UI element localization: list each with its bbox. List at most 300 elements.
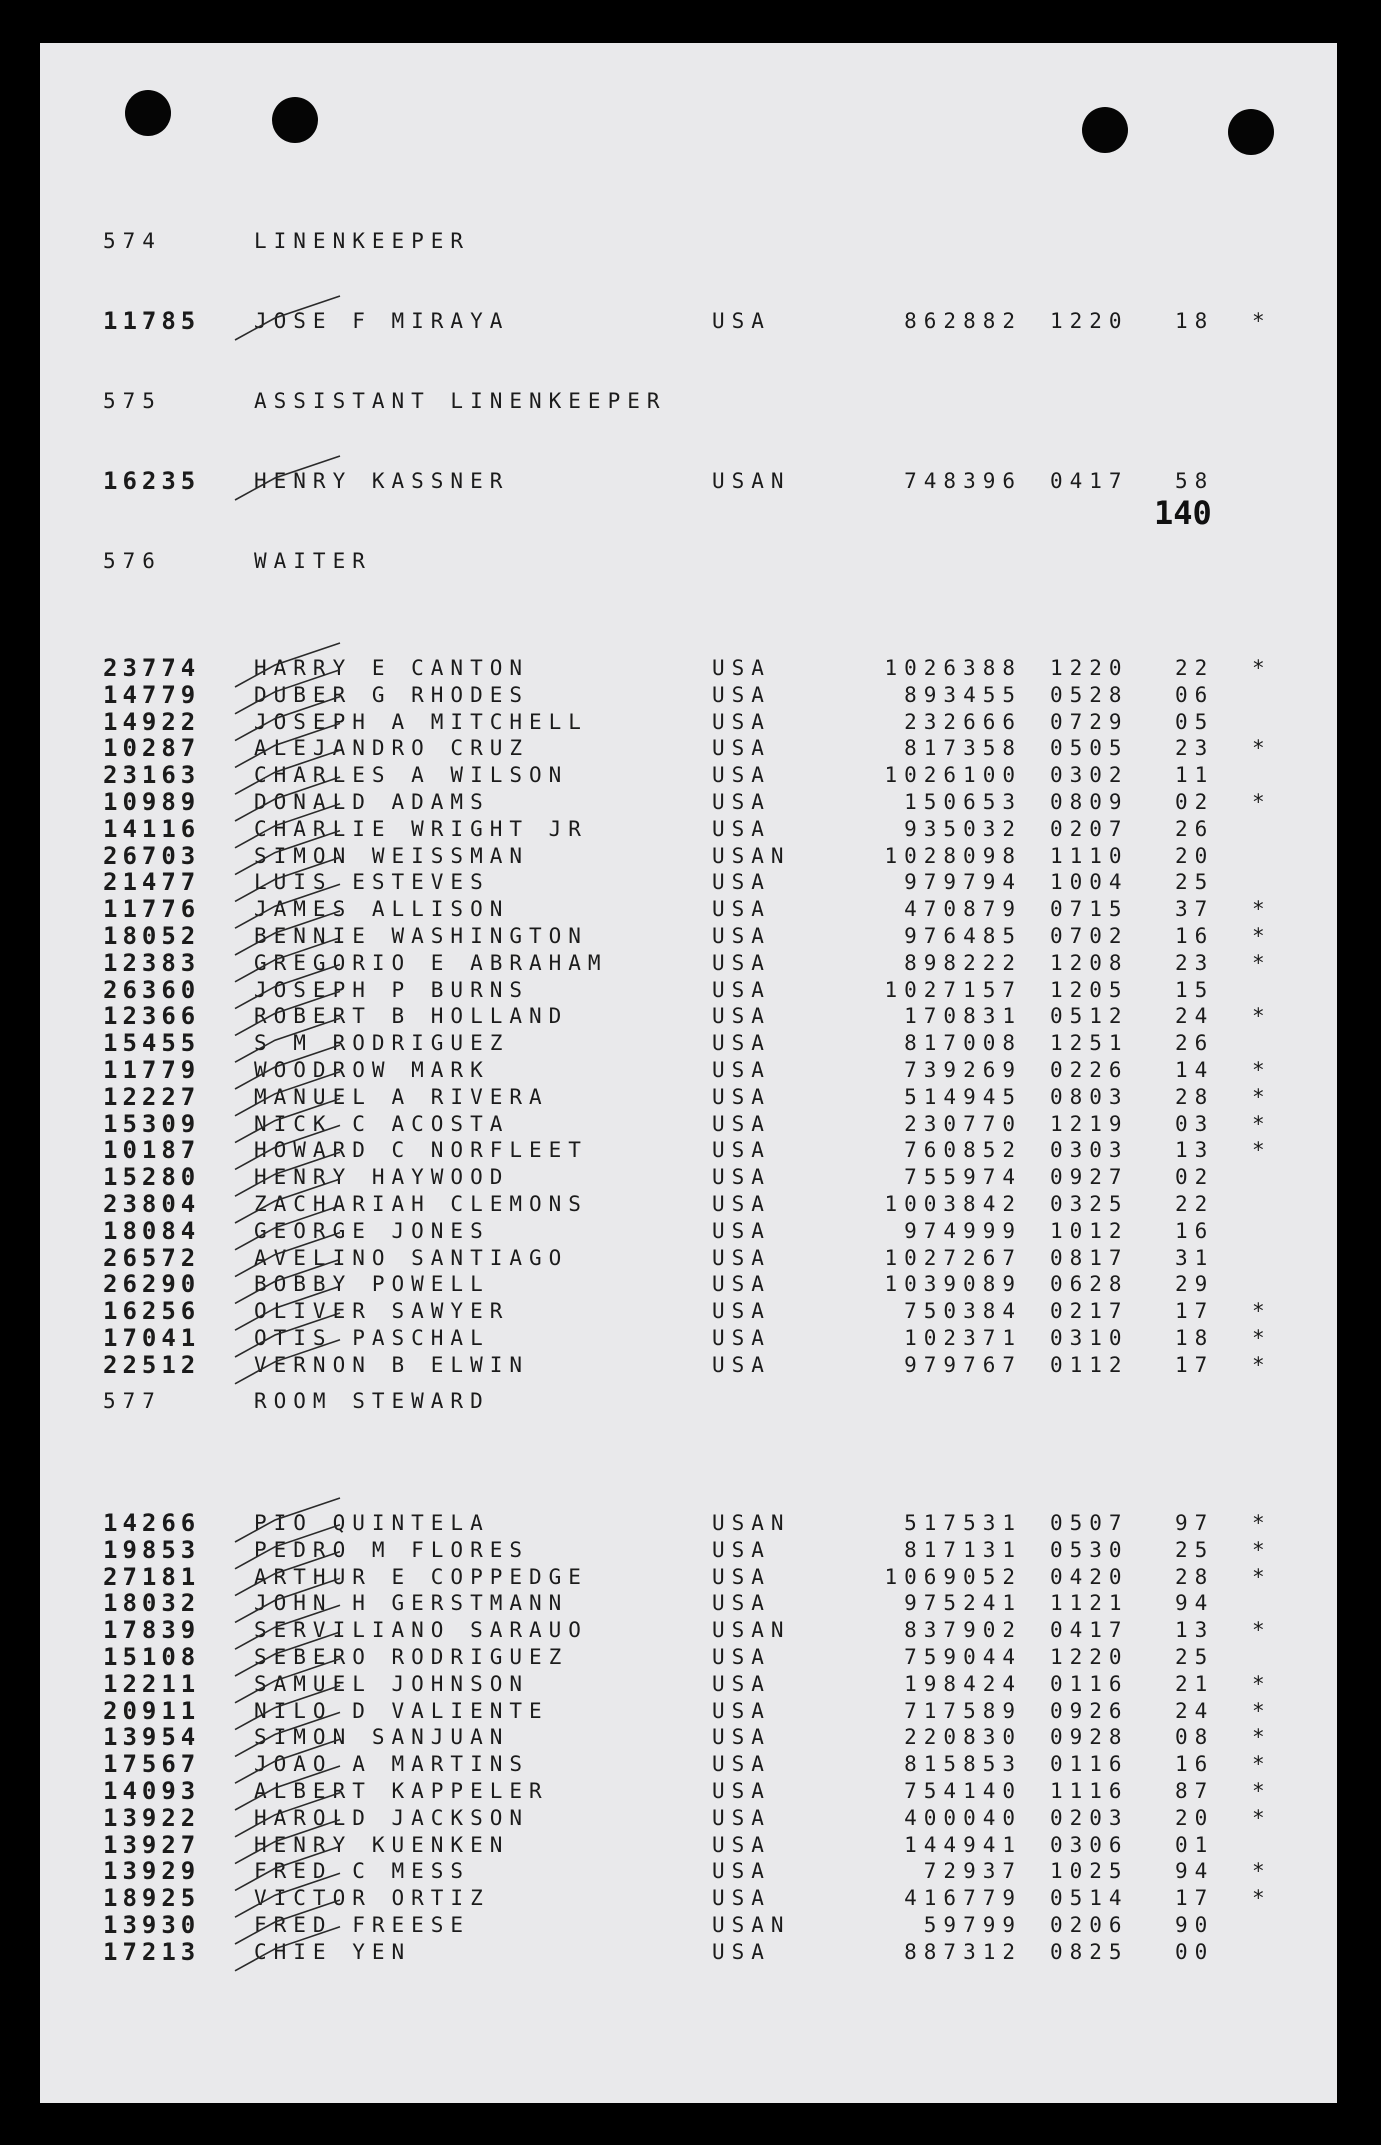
age-value: 05	[1175, 709, 1215, 734]
citizenship: USA	[712, 897, 771, 922]
crew-number: 13929	[103, 1857, 201, 1886]
citizenship: USA	[712, 1272, 771, 1297]
age-value: 08	[1175, 1725, 1215, 1750]
date-code: 0303	[1050, 1138, 1129, 1163]
document-number: 817008	[904, 1031, 1022, 1056]
crew-name: SIMON SANJUAN	[254, 1725, 510, 1750]
document-number: 748396	[904, 469, 1022, 493]
date-code: 0420	[1050, 1564, 1129, 1589]
crew-number: 11779	[103, 1056, 201, 1084]
section-title: WAITER	[254, 549, 372, 573]
check-mark-stroke	[235, 1072, 340, 1116]
check-mark-stroke	[235, 697, 340, 741]
date-code: 1205	[1050, 977, 1129, 1002]
crew-number: 12383	[103, 948, 201, 977]
citizenship: USA	[712, 736, 771, 761]
document-number: 1069052	[884, 1564, 1022, 1589]
age-value: 15	[1175, 977, 1215, 1002]
crew-name: BENNIE WASHINGTON	[254, 924, 588, 948]
age-value: 90	[1175, 1913, 1215, 1937]
date-code: 0206	[1050, 1913, 1129, 1937]
crew-name: JOSEPH P BURNS	[254, 977, 530, 1002]
citizenship: USA	[712, 1299, 771, 1324]
crew-name: WOODROW MARK	[254, 1058, 490, 1082]
check-marks	[40, 43, 1337, 2103]
asterisk-mark: *	[1252, 1805, 1265, 1830]
asterisk-mark: *	[1252, 1671, 1265, 1696]
section-code: 575	[103, 389, 162, 413]
document-number: 739269	[904, 1058, 1022, 1082]
crew-name: JOSEPH A MITCHELL	[254, 709, 588, 734]
date-code: 1220	[1050, 656, 1129, 680]
age-value: 14	[1175, 1058, 1215, 1082]
document-number: 1026100	[884, 763, 1022, 788]
citizenship: USA	[712, 1111, 771, 1136]
document-number: 935032	[904, 816, 1022, 841]
date-code: 1121	[1050, 1591, 1129, 1616]
age-value: 11	[1175, 763, 1215, 788]
document-number: 979794	[904, 870, 1022, 895]
age-value: 29	[1175, 1272, 1215, 1297]
check-mark-stroke	[235, 1739, 340, 1783]
age-value: 16	[1175, 924, 1215, 948]
age-value: 23	[1175, 950, 1215, 975]
section-title: ASSISTANT LINENKEEPER	[254, 389, 667, 413]
age-value: 24	[1175, 1004, 1215, 1029]
date-code: 1012	[1050, 1218, 1129, 1243]
age-value: 28	[1175, 1084, 1215, 1109]
crew-number: 16235	[103, 467, 201, 495]
crew-name: FRED C MESS	[254, 1859, 471, 1884]
age-value: 25	[1175, 1537, 1215, 1562]
crew-name: SIMON WEISSMAN	[254, 843, 530, 868]
check-mark-stroke	[235, 938, 340, 982]
asterisk-mark: *	[1252, 736, 1265, 761]
document-number: 760852	[904, 1138, 1022, 1163]
crew-name: MANUEL A RIVERA	[254, 1084, 549, 1109]
crew-name: SERVILIANO SARAUO	[254, 1618, 588, 1643]
age-value: 06	[1175, 682, 1215, 707]
date-code: 0217	[1050, 1299, 1129, 1324]
check-mark-stroke	[235, 1605, 340, 1649]
document-number: 979767	[904, 1352, 1022, 1377]
crew-name: ZACHARIAH CLEMONS	[254, 1192, 588, 1216]
document-number: 750384	[904, 1299, 1022, 1324]
check-mark-stroke	[235, 1793, 340, 1837]
crew-number: 26290	[103, 1270, 201, 1299]
crew-name: ALEJANDRO CRUZ	[254, 736, 530, 761]
crew-number: 20911	[103, 1696, 201, 1725]
age-value: 31	[1175, 1245, 1215, 1270]
age-value: 94	[1175, 1591, 1215, 1616]
date-code: 0207	[1050, 816, 1129, 841]
document-number: 754140	[904, 1779, 1022, 1803]
citizenship: USA	[712, 1004, 771, 1029]
crew-number: 14093	[103, 1777, 201, 1805]
crew-name: GREGORIO E ABRAHAM	[254, 950, 608, 975]
citizenship: USA	[712, 682, 771, 707]
asterisk-mark: *	[1252, 1725, 1265, 1750]
check-mark-stroke	[235, 1498, 340, 1542]
check-mark-stroke	[235, 1820, 340, 1864]
crew-number: 13922	[103, 1803, 201, 1832]
check-mark-stroke	[235, 1525, 340, 1569]
citizenship: USA	[712, 790, 771, 814]
date-code: 1220	[1050, 1645, 1129, 1669]
check-mark-stroke	[235, 965, 340, 1009]
date-code: 0507	[1050, 1511, 1129, 1535]
document-number: 1027267	[884, 1245, 1022, 1270]
crew-name: JOSE F MIRAYA	[254, 309, 510, 333]
document-number: 59799	[923, 1913, 1022, 1937]
crew-number: 13954	[103, 1723, 201, 1752]
document-number: 1027157	[884, 977, 1022, 1002]
citizenship: USA	[712, 1138, 771, 1163]
crew-name: HOWARD C NORFLEET	[254, 1138, 588, 1163]
check-mark-stroke	[235, 1152, 340, 1196]
crew-name: DUBER G RHODES	[254, 682, 530, 707]
date-code: 0306	[1050, 1832, 1129, 1857]
age-value: 87	[1175, 1779, 1215, 1803]
crew-name: HARRY E CANTON	[254, 656, 530, 680]
crew-name: S M RODRIGUEZ	[254, 1031, 510, 1056]
document-number: 514945	[904, 1084, 1022, 1109]
citizenship: USA	[712, 709, 771, 734]
crew-name: ARTHUR E COPPEDGE	[254, 1564, 588, 1589]
check-mark-stroke	[235, 643, 340, 687]
date-code: 0809	[1050, 790, 1129, 814]
asterisk-mark: *	[1252, 790, 1265, 814]
asterisk-mark: *	[1252, 1058, 1265, 1082]
document-number: 898222	[904, 950, 1022, 975]
citizenship: USAN	[712, 469, 791, 493]
check-mark-stroke	[235, 1045, 340, 1089]
citizenship: USA	[712, 1752, 771, 1777]
document-number: 1039089	[884, 1272, 1022, 1297]
crew-name: NICK C ACOSTA	[254, 1111, 510, 1136]
asterisk-mark: *	[1252, 1618, 1265, 1643]
document-page	[40, 43, 1337, 2103]
asterisk-mark: *	[1252, 1886, 1265, 1911]
check-mark-stroke	[235, 1578, 340, 1622]
citizenship: USA	[712, 763, 771, 788]
document-number: 975241	[904, 1591, 1022, 1616]
asterisk-mark: *	[1252, 1004, 1265, 1029]
crew-name: JOAO A MARTINS	[254, 1752, 530, 1777]
document-number: 170831	[904, 1004, 1022, 1029]
crew-number: 18925	[103, 1884, 201, 1913]
crew-number: 18084	[103, 1216, 201, 1245]
document-number: 102371	[904, 1326, 1022, 1350]
asterisk-mark: *	[1252, 1111, 1265, 1136]
asterisk-mark: *	[1252, 1352, 1265, 1377]
check-mark-stroke	[235, 1766, 340, 1810]
date-code: 0530	[1050, 1537, 1129, 1562]
citizenship: USA	[712, 1192, 771, 1216]
crew-name: NILO D VALIENTE	[254, 1698, 549, 1723]
age-value: 22	[1175, 1192, 1215, 1216]
check-mark-stroke	[235, 296, 340, 340]
crew-number: 15108	[103, 1643, 201, 1671]
document-number: 815853	[904, 1752, 1022, 1777]
citizenship: USA	[712, 1165, 771, 1190]
check-mark-stroke	[235, 723, 340, 767]
crew-number: 23163	[103, 761, 201, 790]
check-mark-stroke	[235, 670, 340, 714]
age-value: 25	[1175, 870, 1215, 895]
crew-number: 10187	[103, 1136, 201, 1165]
crew-name: FRED FREESE	[254, 1913, 471, 1937]
document-number: 416779	[904, 1886, 1022, 1911]
check-mark-stroke	[235, 1873, 340, 1917]
age-value: 13	[1175, 1618, 1215, 1643]
citizenship: USA	[712, 1084, 771, 1109]
document-number: 755974	[904, 1165, 1022, 1190]
date-code: 0715	[1050, 897, 1129, 922]
asterisk-mark: *	[1252, 1511, 1265, 1535]
check-mark-stroke	[235, 1659, 340, 1703]
citizenship: USA	[712, 816, 771, 841]
crew-number: 21477	[103, 868, 201, 897]
citizenship: USAN	[712, 1511, 791, 1535]
check-mark-stroke	[235, 804, 340, 848]
crew-number: 14922	[103, 707, 201, 736]
citizenship: USA	[712, 1058, 771, 1082]
citizenship: USA	[712, 1886, 771, 1911]
age-value: 97	[1175, 1511, 1215, 1535]
document-number: 717589	[904, 1698, 1022, 1723]
citizenship: USA	[712, 1245, 771, 1270]
document-number: 976485	[904, 924, 1022, 948]
asterisk-mark: *	[1252, 1859, 1265, 1884]
age-value: 17	[1175, 1299, 1215, 1324]
crew-number: 16256	[103, 1297, 201, 1326]
age-value: 02	[1175, 1165, 1215, 1190]
age-value: 02	[1175, 790, 1215, 814]
crew-name: CHIE YEN	[254, 1939, 412, 1964]
citizenship: USA	[712, 1645, 771, 1669]
date-code: 0417	[1050, 469, 1129, 493]
date-code: 0729	[1050, 709, 1129, 734]
citizenship: USA	[712, 1537, 771, 1562]
date-code: 0817	[1050, 1245, 1129, 1270]
asterisk-mark: *	[1252, 924, 1265, 948]
crew-name: PEDRO M FLORES	[254, 1537, 530, 1562]
crew-number: 18052	[103, 922, 201, 950]
crew-number: 15455	[103, 1029, 201, 1058]
asterisk-mark: *	[1252, 1138, 1265, 1163]
age-value: 13	[1175, 1138, 1215, 1163]
check-mark-stroke	[235, 1927, 340, 1971]
age-value: 58	[1175, 469, 1215, 493]
document-number: 893455	[904, 682, 1022, 707]
age-value: 26	[1175, 816, 1215, 841]
date-code: 1220	[1050, 309, 1129, 333]
citizenship: USA	[712, 950, 771, 975]
age-value: 24	[1175, 1698, 1215, 1723]
citizenship: USA	[712, 1031, 771, 1056]
crew-name: HAROLD JACKSON	[254, 1805, 530, 1830]
crew-name: VERNON B ELWIN	[254, 1352, 530, 1377]
citizenship: USA	[712, 1779, 771, 1803]
asterisk-mark: *	[1252, 1779, 1265, 1803]
check-mark-stroke	[235, 1900, 340, 1944]
age-value: 28	[1175, 1564, 1215, 1589]
crew-number: 14116	[103, 814, 201, 843]
age-value: 20	[1175, 1805, 1215, 1830]
date-code: 0825	[1050, 1939, 1129, 1964]
asterisk-mark: *	[1252, 950, 1265, 975]
date-code: 1219	[1050, 1111, 1129, 1136]
crew-number: 26360	[103, 975, 201, 1004]
date-code: 0702	[1050, 924, 1129, 948]
section-title: ROOM STEWARD	[254, 1389, 490, 1413]
crew-number: 22512	[103, 1350, 201, 1379]
date-code: 1208	[1050, 950, 1129, 975]
crew-name: GEORGE JONES	[254, 1218, 490, 1243]
crew-number: 18032	[103, 1589, 201, 1618]
crew-name: HENRY HAYWOOD	[254, 1165, 510, 1190]
section-code: 577	[103, 1389, 162, 1413]
asterisk-mark: *	[1252, 1537, 1265, 1562]
date-code: 0803	[1050, 1084, 1129, 1109]
crew-number: 26703	[103, 841, 201, 870]
crew-number: 13927	[103, 1830, 201, 1859]
document-number: 150653	[904, 790, 1022, 814]
document-number: 837902	[904, 1618, 1022, 1643]
crew-number: 19853	[103, 1535, 201, 1564]
check-mark-stroke	[235, 777, 340, 821]
date-code: 1110	[1050, 843, 1129, 868]
check-mark-stroke	[235, 1233, 340, 1277]
document-number: 400040	[904, 1805, 1022, 1830]
crew-number: 14779	[103, 680, 201, 709]
document-number: 1003842	[884, 1192, 1022, 1216]
citizenship: USA	[712, 1591, 771, 1616]
citizenship: USA	[712, 1352, 771, 1377]
crew-name: DONALD ADAMS	[254, 790, 490, 814]
age-value: 25	[1175, 1645, 1215, 1669]
document-number: 759044	[904, 1645, 1022, 1669]
age-value: 26	[1175, 1031, 1215, 1056]
date-code: 0926	[1050, 1698, 1129, 1723]
citizenship: USA	[712, 1859, 771, 1884]
crew-number: 23804	[103, 1190, 201, 1218]
check-mark-stroke	[235, 750, 340, 794]
check-mark-stroke	[235, 857, 340, 901]
section-code: 576	[103, 549, 162, 573]
check-mark-stroke	[235, 991, 340, 1035]
age-value: 37	[1175, 897, 1215, 922]
date-code: 0226	[1050, 1058, 1129, 1082]
crew-number: 17567	[103, 1750, 201, 1779]
age-value: 03	[1175, 1111, 1215, 1136]
crew-number: 23774	[103, 654, 201, 682]
age-value: 21	[1175, 1671, 1215, 1696]
check-mark-stroke	[235, 456, 340, 500]
date-code: 0512	[1050, 1004, 1129, 1029]
check-mark-stroke	[235, 1259, 340, 1303]
asterisk-mark: *	[1252, 309, 1265, 333]
check-mark-stroke	[235, 1552, 340, 1596]
citizenship: USA	[712, 1832, 771, 1857]
age-value: 00	[1175, 1939, 1215, 1964]
date-code: 0505	[1050, 736, 1129, 761]
document-number: 470879	[904, 897, 1022, 922]
citizenship: USA	[712, 1218, 771, 1243]
crew-number: 15309	[103, 1109, 201, 1138]
age-value: 22	[1175, 656, 1215, 680]
crew-number: 11785	[103, 307, 201, 335]
citizenship: USA	[712, 1939, 771, 1964]
date-code: 0116	[1050, 1671, 1129, 1696]
crew-name: HENRY KUENKEN	[254, 1832, 510, 1857]
crew-name: AVELINO SANTIAGO	[254, 1245, 569, 1270]
date-code: 0927	[1050, 1165, 1129, 1190]
citizenship: USA	[712, 870, 771, 895]
document-number: 230770	[904, 1111, 1022, 1136]
crew-number: 10989	[103, 788, 201, 816]
date-code: 1004	[1050, 870, 1129, 895]
document-number: 72937	[923, 1859, 1022, 1884]
check-mark-stroke	[235, 1686, 340, 1730]
crew-name: BOBBY POWELL	[254, 1272, 490, 1297]
crew-name: SAMUEL JOHNSON	[254, 1671, 530, 1696]
age-value: 17	[1175, 1886, 1215, 1911]
crew-name: OTIS PASCHAL	[254, 1326, 490, 1350]
date-code: 0112	[1050, 1352, 1129, 1377]
citizenship: USA	[712, 656, 771, 680]
crew-name: LUIS ESTEVES	[254, 870, 490, 895]
check-mark-stroke	[235, 1206, 340, 1250]
document-number: 144941	[904, 1832, 1022, 1857]
document-number: 517531	[904, 1511, 1022, 1535]
section-code: 574	[103, 229, 162, 253]
crew-name: PIO QUINTELA	[254, 1511, 490, 1535]
age-value: 23	[1175, 736, 1215, 761]
date-code: 1116	[1050, 1779, 1129, 1803]
date-code: 0417	[1050, 1618, 1129, 1643]
check-mark-stroke	[235, 1286, 340, 1330]
crew-number: 11776	[103, 895, 201, 924]
check-mark-stroke	[235, 1179, 340, 1223]
page-number: 140	[1154, 494, 1212, 532]
check-mark-stroke	[235, 1018, 340, 1062]
document-number: 1028098	[884, 843, 1022, 868]
date-code: 0528	[1050, 682, 1129, 707]
asterisk-mark: *	[1252, 1752, 1265, 1777]
citizenship: USA	[712, 1671, 771, 1696]
citizenship: USA	[712, 977, 771, 1002]
asterisk-mark: *	[1252, 1299, 1265, 1324]
citizenship: USA	[712, 1564, 771, 1589]
crew-number: 17839	[103, 1616, 201, 1645]
citizenship: USA	[712, 1805, 771, 1830]
check-mark-stroke	[235, 1846, 340, 1890]
date-code: 0514	[1050, 1886, 1129, 1911]
date-code: 0310	[1050, 1326, 1129, 1350]
crew-name: JAMES ALLISON	[254, 897, 510, 922]
document-number: 862882	[904, 309, 1022, 333]
asterisk-mark: *	[1252, 656, 1265, 680]
check-mark-stroke	[235, 831, 340, 875]
check-mark-stroke	[235, 1099, 340, 1143]
document-number: 817358	[904, 736, 1022, 761]
crew-number: 14266	[103, 1509, 201, 1537]
age-value: 16	[1175, 1752, 1215, 1777]
citizenship: USA	[712, 1326, 771, 1350]
date-code: 0928	[1050, 1725, 1129, 1750]
